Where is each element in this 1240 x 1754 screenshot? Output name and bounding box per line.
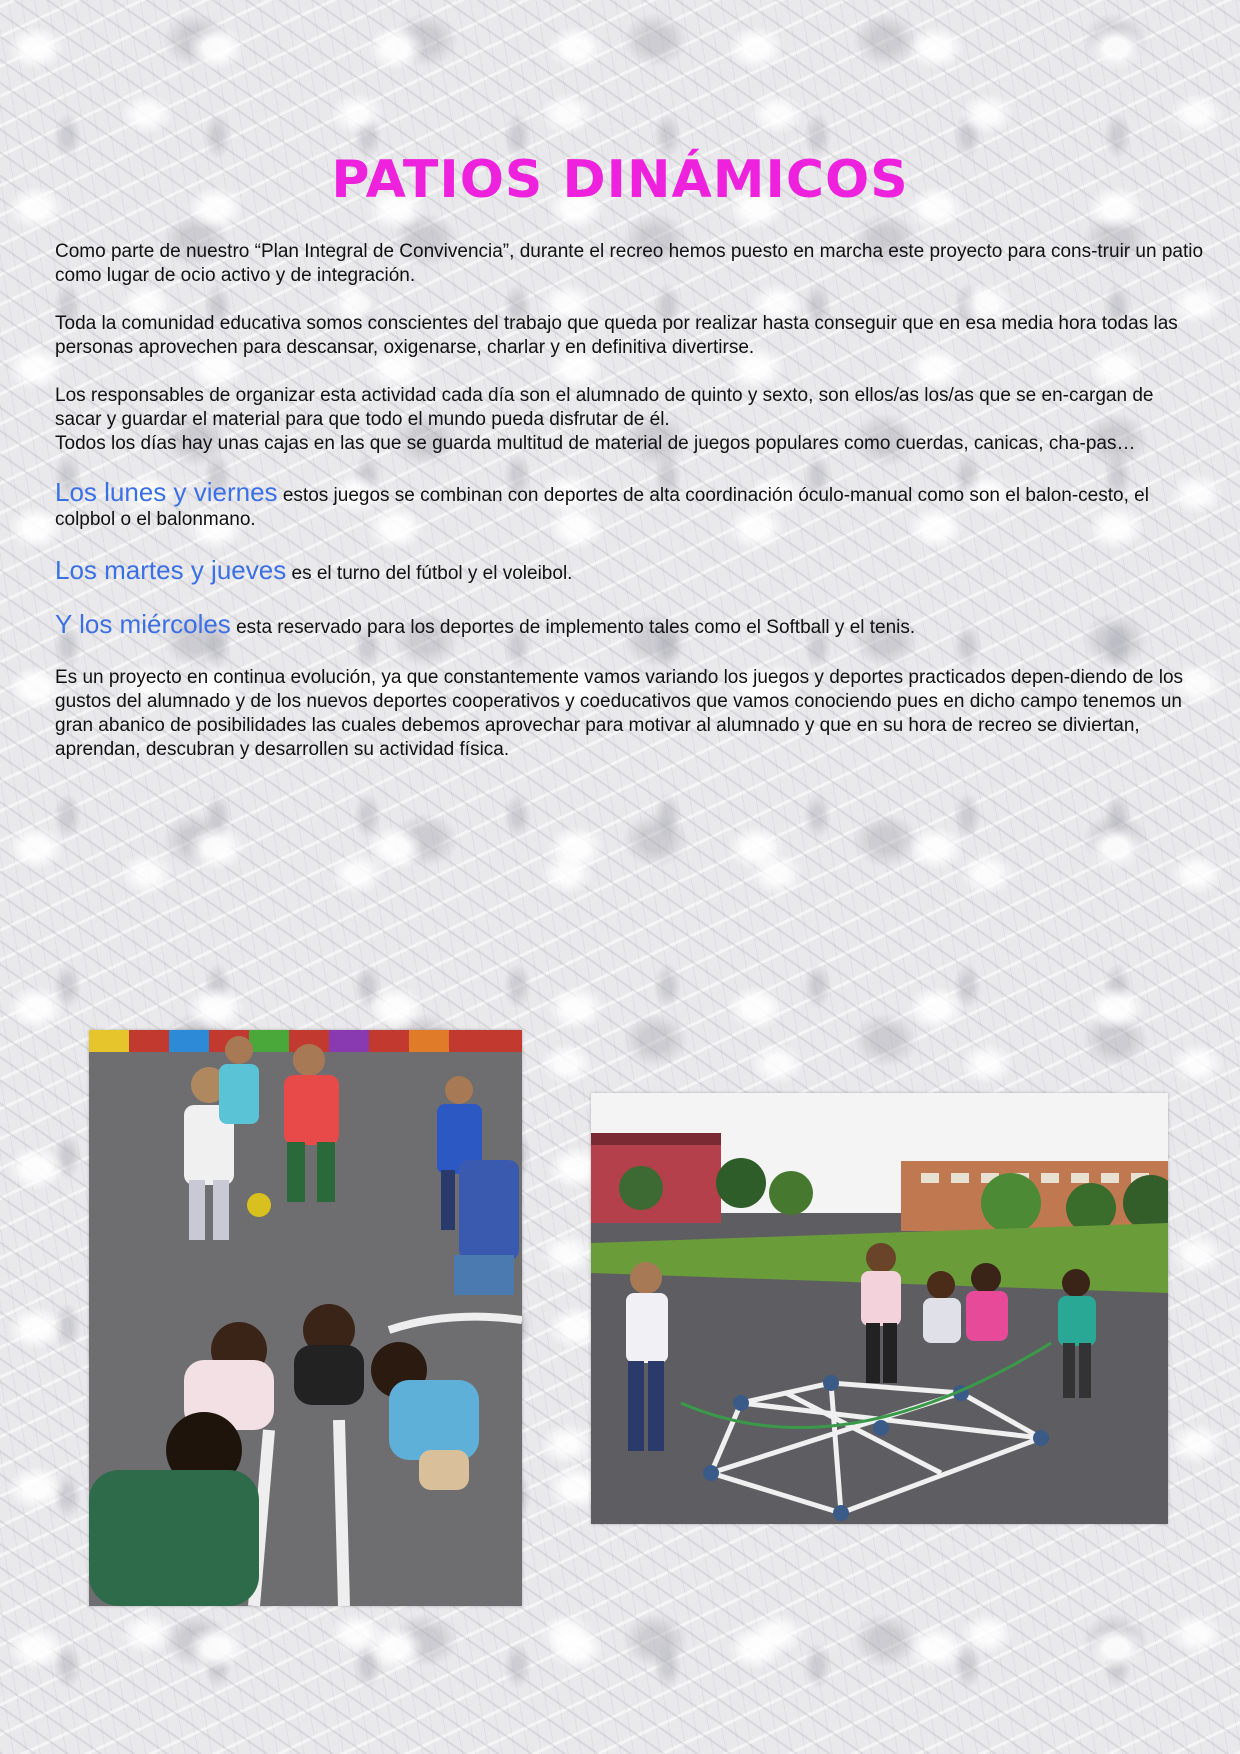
schedule-heading: Los lunes y viernes <box>55 477 278 507</box>
schedule-monday-friday <box>55 477 1205 532</box>
community-paragraph: Toda la comunidad educativa somos conscientes del trabajo que queda por realizar hasta conseguir que en esa media hora todas las personas aprovechen para descansar, oxigenarse, charlar y en definitiva divertirse. <box>55 313 1178 358</box>
page-title: PATIOS DINÁMICOS <box>331 150 909 210</box>
photo-children-marbles <box>89 1030 522 1606</box>
schedule-wednesday <box>55 609 1205 640</box>
schedule-heading: Y los miércoles <box>55 609 231 639</box>
materials-paragraph: Todos los días hay unas cajas en las que se guarda multitud de material de juegos populares como cuerdas, canicas, cha-pas… <box>55 433 1136 454</box>
schedule-text: esta reservado para los deportes de implemento tales como el Softball y el tenis. <box>236 617 916 638</box>
article-body <box>55 240 1205 786</box>
intro-paragraph: Como parte de nuestro “Plan Integral de Convivencia”, durante el recreo hemos puesto en marcha este proyecto para cons-truir un patio como lugar de ocio activo y de integración. <box>55 241 1204 286</box>
schedule-heading: Los martes y jueves <box>55 555 287 585</box>
photo-children-jump-rope <box>591 1093 1168 1524</box>
closing-paragraph: Es un proyecto en continua evolución, ya que constantemente vamos variando los juegos y deportes practicados depen-diendo de los gustos del alumnado y de los nuevos deportes cooperativos y coeducativos que vamos conociendo pues en dicho campo tenemos un gran abanico de posibilidades las cuales debemos aprovechar para motivar al alumnado y que en su hora de recreo se diviertan, aprendan, descubran y desarrollen su actividad física. <box>55 667 1184 760</box>
schedule-text: estos juegos se combinan con deportes de alta coordinación óculo-manual como son el balon-cesto, el colpbol o el balonmano. <box>55 485 1149 530</box>
organizers-paragraph: Los responsables de organizar esta actividad cada día son el alumnado de quinto y sexto, son ellos/as los/as que se en-cargan de sacar y guardar el material para que todo el mundo pueda disfrutar de él. <box>55 385 1154 430</box>
schedule-tuesday-thursday <box>55 555 1205 586</box>
schedule-text: es el turno del fútbol y el voleibol. <box>291 563 573 584</box>
